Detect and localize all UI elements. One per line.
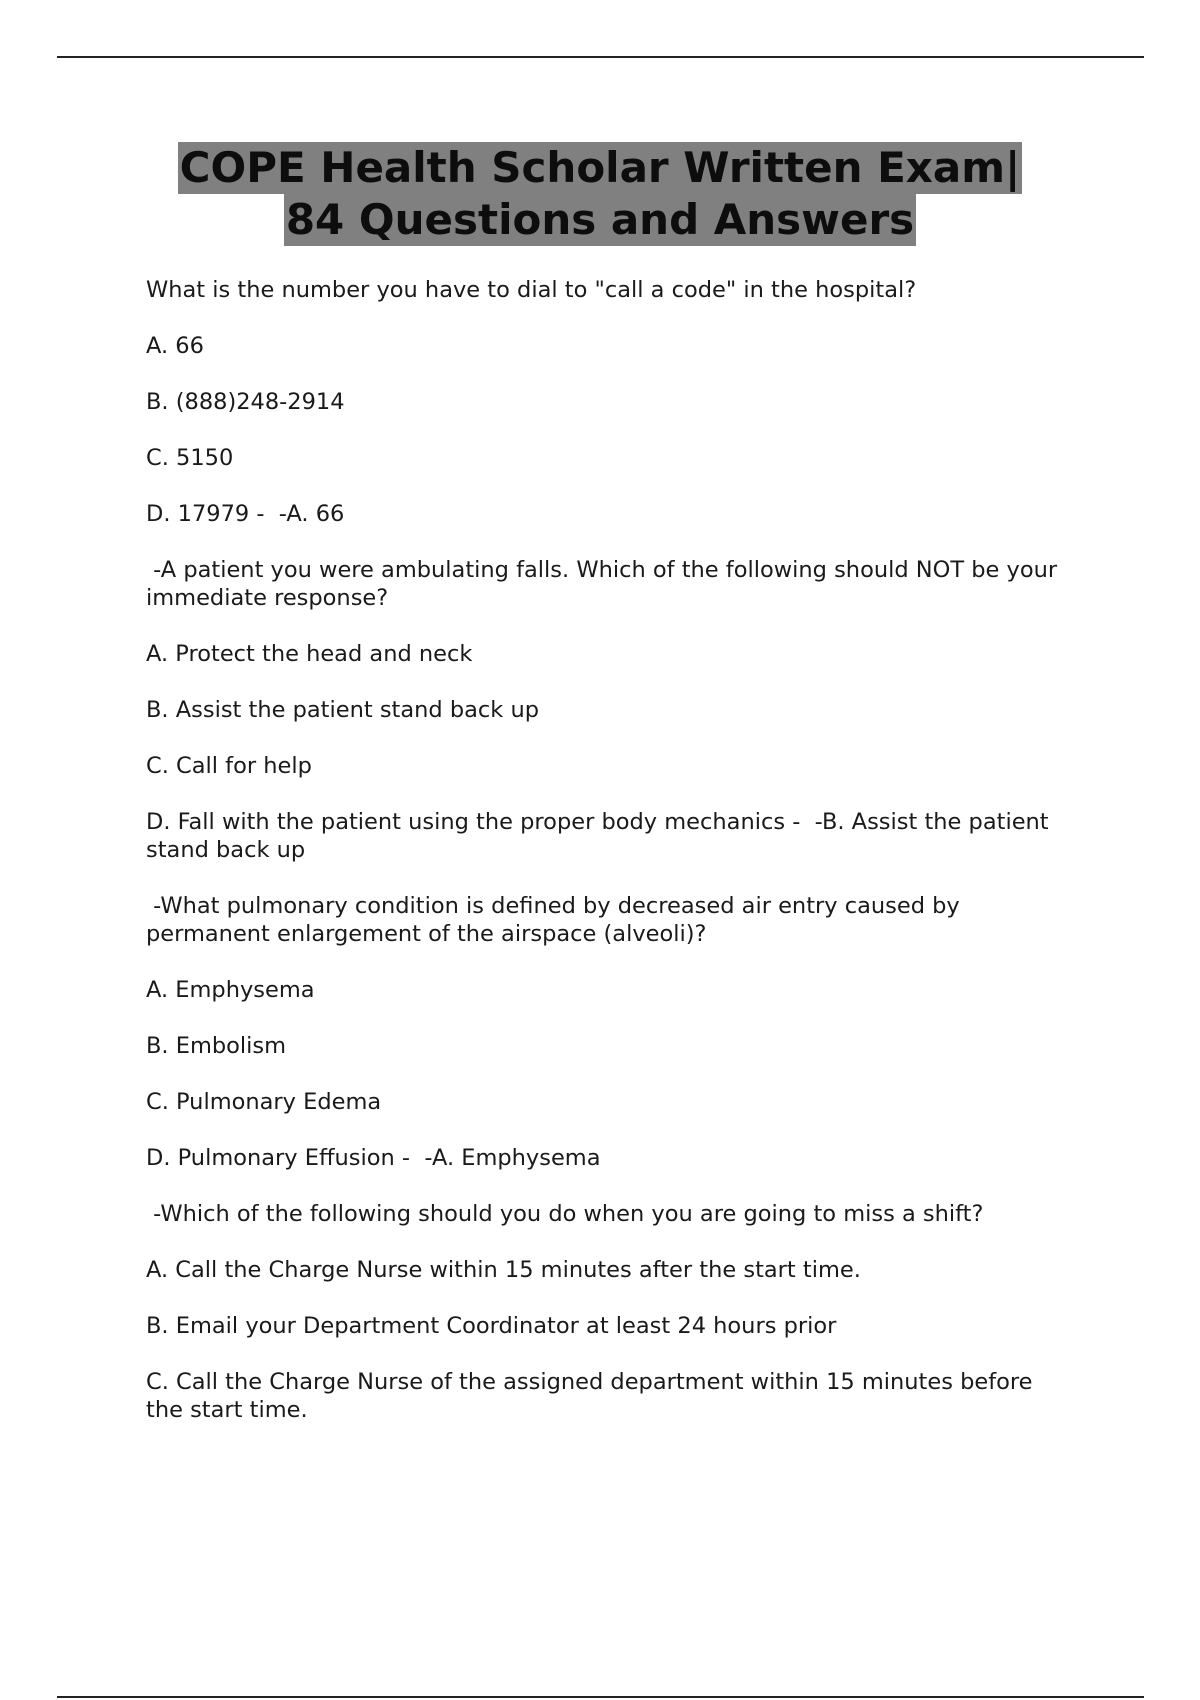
question-3-text: -What pulmonary condition is defined by decreased air entry caused by permanent enlargement of the airspace (alveoli)? <box>146 893 967 947</box>
question-4-option-c: C. Call the Charge Nurse of the assigned department within 15 minutes before the start time. <box>146 1369 1040 1423</box>
question-4-text: -Which of the following should you do when you are going to miss a shift? <box>146 1201 984 1227</box>
question-2-option-c: C. Call for help <box>146 753 312 779</box>
question-2-option-a: A. Protect the head and neck <box>146 641 473 667</box>
document-title <box>100 142 1100 246</box>
question-2-text: -A patient you were ambulating falls. Which of the following should NOT be your immediate response? <box>146 557 1065 611</box>
header-rule <box>57 56 1144 58</box>
title-line-2: 84 Questions and Answers <box>285 195 915 244</box>
question-3-option-b: B. Embolism <box>146 1033 287 1059</box>
question-1-text: What is the number you have to dial to "call a code" in the hospital? <box>146 277 917 303</box>
question-3-option-d-answer: D. Pulmonary Effusion - -A. Emphysema <box>146 1145 601 1171</box>
question-4-option-b: B. Email your Department Coordinator at least 24 hours prior <box>146 1313 837 1339</box>
question-1-option-d-answer: D. 17979 - -A. 66 <box>146 501 345 527</box>
question-1-option-b: B. (888)248-2914 <box>146 389 345 415</box>
question-3-option-a: A. Emphysema <box>146 977 315 1003</box>
question-2-option-b: B. Assist the patient stand back up <box>146 697 540 723</box>
question-4-option-a: A. Call the Charge Nurse within 15 minutes after the start time. <box>146 1257 861 1283</box>
title-line-1: COPE Health Scholar Written Exam| <box>179 143 1021 192</box>
footer-rule <box>57 1696 1144 1698</box>
question-2-option-d-answer: D. Fall with the patient using the proper body mechanics - -B. Assist the patient stand back up <box>146 809 1056 863</box>
question-3-option-c: C. Pulmonary Edema <box>146 1089 382 1115</box>
document-body <box>146 276 1076 1452</box>
question-1-option-c: C. 5150 <box>146 445 234 471</box>
question-1-option-a: A. 66 <box>146 333 204 359</box>
